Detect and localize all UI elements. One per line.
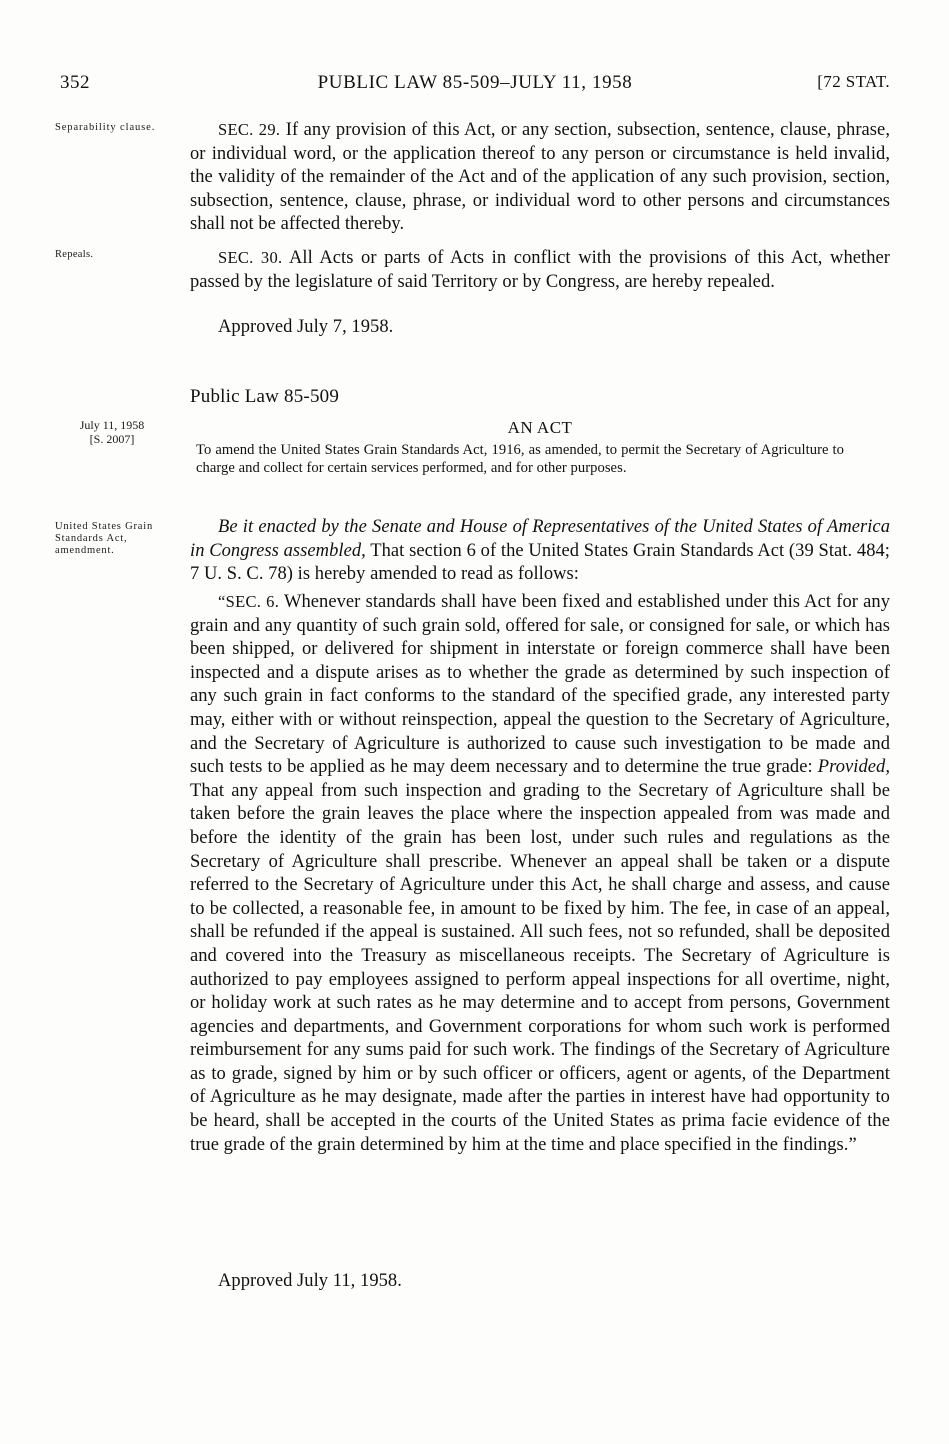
margin-note-act-amendment: United States Grain Standards Act, amendment. [55, 521, 154, 556]
section-29-label: SEC. 29. [218, 120, 281, 139]
enacting-clause-rest: That section 6 of the United States Grain Standards Act (39 Stat. 484; 7 U. S. C. 78) is hereby amended to read as follows: [190, 540, 890, 585]
margin-date-line: July 11, 1958 [79, 418, 145, 432]
section-6-label: “SEC. 6. [218, 592, 280, 611]
enacting-clause-paragraph [190, 516, 890, 587]
margin-note-repeals: Repeals. [55, 249, 94, 260]
an-act-heading: AN ACT [507, 418, 573, 437]
section-6-text-part-2: That any appeal from such inspection and grading to the Secretary of Agriculture shall be taken before the grain leaves the place where the inspection appealed from was made and before the identity of the grain has been lost, under such rules and regulations as the Secretary of Agriculture shall prescribe. Whenever an appeal shall be taken or a dispute referred to the Secretary of Agriculture under this Act, he shall charge and assess, and cause to be collected, a reasonable fee, in amount to be fixed by him. The fee, in case of an appeal, shall be refunded if the appeal is sustained. All such fees, not so refunded, shall be deposited and covered into the Treasury as miscellaneous receipts. The Secretary of Agriculture is authorized to pay employees assigned to perform appeal inspections for all overtime, night, or holiday work at such rates as he may determine and to accept from persons, Government agencies and departments, and Government corporations for whom such work is performed reimbursement for any sums paid for such work. The findings of the Secretary of Agriculture as to grade, signed by him or by such officer or officers, agent or agents, of the Department of Agriculture as he may designate, made after the parties in interest have had opportunity to be heard, shall be accepted in the courts of the United States as prima facie evidence of the true grade of the grain determined by him at the time and place specified in the findings.” [190, 780, 890, 1155]
public-law-heading: Public Law 85-509 [190, 386, 340, 407]
approved-date-2: Approved July 11, 1958. [218, 1271, 402, 1291]
approved-line-2 [190, 1270, 890, 1294]
section-6-paragraph [190, 590, 890, 1157]
section-30-label: SEC. 30. [218, 248, 283, 267]
act-description: To amend the United States Grain Standards Act, 1916, as amended, to permit the Secretary of Agriculture to charge and collect for certain services performed, and for other purposes. [196, 442, 844, 476]
approved-date-1: Approved July 7, 1958. [218, 317, 394, 337]
margin-note-separability: Separability clause. [55, 122, 156, 133]
header-title: PUBLIC LAW 85-509–JULY 11, 1958 [317, 72, 633, 93]
approved-line-1 [190, 316, 890, 340]
proviso-italic: Provided, [817, 757, 890, 778]
section-29-paragraph [190, 118, 890, 237]
margin-bill-number: [S. 2007] [89, 432, 135, 446]
enacting-clause-italic: Be it enacted by the Senate and House of Representatives of the United States of America in Congress assembled, [190, 517, 890, 561]
margin-note-date [48, 418, 176, 446]
header-stat-reference: [72 STAT. [817, 72, 890, 91]
section-29-text: If any provision of this Act, or any section, subsection, sentence, clause, phrase, or individual word, or the application thereof to any person or circumstance is held invalid, the validity of the remainder of the Act and of the application of any such provision, section, subsection, sentence, clause, phrase, or individual word to other persons and circumstances shall not be affected thereby. [190, 120, 890, 235]
running-head [60, 72, 890, 96]
section-6-text-part-1: Whenever standards shall have been fixed and established under this Act for any grain and any quantity of such grain sold, offered for sale, or consigned for sale, or which has been shipped, or delivered for shipment in interstate or foreign commerce shall have been inspected and a dispute arises as to whether the grade as determined by such inspection of any such grain in fact conforms to the standard of the specified grade, any interested party may, either with or without reinspection, appeal the question to the Secretary of Agriculture, and the Secretary of Agriculture is authorized to cause such investigation to be made and such tests to be applied as he may deem necessary and to determine the true grade: [190, 592, 891, 778]
section-30-text: All Acts or parts of Acts in conflict with the provisions of this Act, whether passed by the legislature of said Territory or by Congress, are hereby repealed. [190, 248, 890, 292]
page-number: 352 [60, 72, 90, 93]
section-30-paragraph [190, 246, 890, 294]
